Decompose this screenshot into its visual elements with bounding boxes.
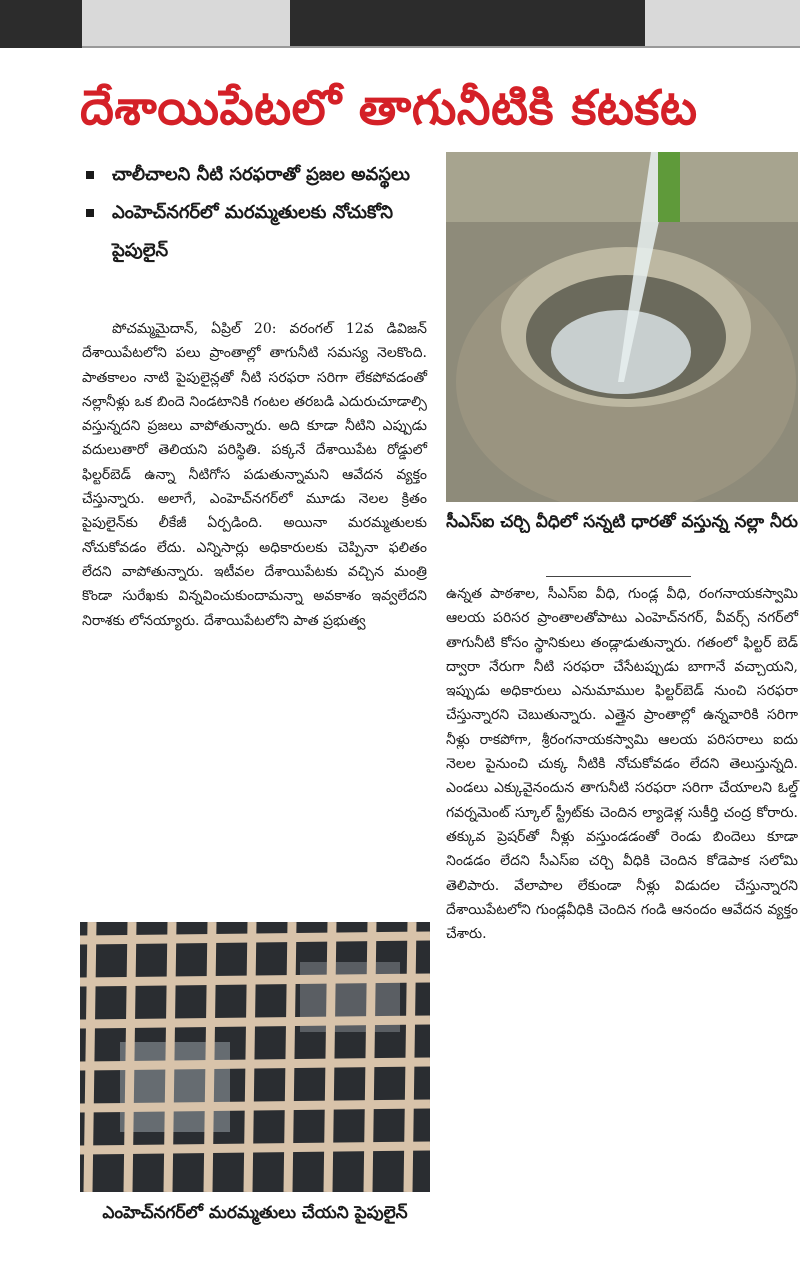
bullet-text: ఎంహెచ్‌నగర్‌లో మరమ్మతులకు నోచుకోని పైపులైన్‌ [112,202,394,261]
masthead-rule [82,46,800,48]
bullet-square-icon [86,209,94,217]
photo-caption-grate: ఎంహెచ్‌నగర్‌లో మరమ్మతులు చేయని పైపులైన్‌ [102,1203,408,1223]
bullet-list [82,156,427,270]
masthead-block-left [82,0,290,48]
bullet-item [82,194,427,270]
photo-drain-grate [80,922,430,1192]
article-body-right: ఉన్నత పాఠశాల, సీఎస్‌ఐ వీధి, గుండ్ల వీధి, రంగనాయకస్వామి ఆలయ పరిసర ప్రాంతాలతోపాటు ఎంహెచ్‌నగర్‌, వీవర్స్‌ నగర్‌లో తాగునీటి కోసం స్థానికులు తండ్లాడుతున్నారు. గతంలో ఫిల్టర్‌ బెడ్‌ ద్వారా నేరుగా నీటి సరఫరా చేసేటప్పుడు బాగానే వచ్చాయని, ఇప్పుడు అధికారులు ఎనుమాముల ఫిల్టర్‌బెడ్‌ నుంచి సరఫరా చేస్తున్నారని చెబుతున్నారు. ఎత్తైన ప్రాంతాల్లో ఉన్నవారికి సరిగా నీళ్లు రాకపోగా, శ్రీరంగనాయకస్వామి ఆలయ పరిసరాలు ఐదు నెలల పైనుంచి చుక్క నీటికి నోచుకోవడం లేదని తెలుస్తున్నది. ఎండలు ఎక్కువైనందున తాగునీటి సరఫరా సరిగా చేయాలని ఓల్డ్‌ గవర్నమెంట్‌ స్కూల్‌ స్ట్రీట్‌కు చెందిన ల్యాడెళ్ల సుకీర్తి చంద్ర కోరారు. తక్కువ ప్రెషర్‌తో నీళ్లు వస్తుండడంతో రెండు బిందెలు కూడా నిండడం లేదని సీఎస్‌ఐ చర్చి వీధికి చెందిన కోడెపాక సలోమి తెలిపారు. వేలాపాల లేకుండా నీళ్లు విడుదల చేస్తున్నారని దేశాయిపేటలోని గుండ్లవీధికి చెందిన గండి ఆనందం ఆవేదన వ్యక్తం చేశారు. [446,586,798,943]
bullet-square-icon [86,171,94,179]
masthead-bar [0,0,800,48]
caption-rule [546,576,691,577]
masthead-block-right [645,0,800,48]
grate-illustration [80,922,430,1192]
photo-water-pot [446,152,798,502]
pot-illustration [446,152,798,502]
bullet-item [82,156,427,194]
bullet-text: చాలీచాలని నీటి సరఫరాతో ప్రజల అవస్థలు [112,164,410,185]
article-body-left: పోచమ్మమైదాన్‌, ఏప్రిల్‌ 20: వరంగల్‌ 12వ డివిజన్‌ దేశాయిపేటలోని పలు ప్రాంతాల్లో తాగునీటి సమస్య నెలకొంది. పాతకాలం నాటి పైపులైన్లతో నీటి సరఫరా సరిగా లేకపోవడంతో నల్లానీళ్లు ఒక బిందె నిండటానికి గంటల తరబడి ఎదురుచూడాల్సి వస్తున్నదని ప్రజలు వాపోతున్నారు. అది కూడా నీటిని ఎప్పుడు వదులుతారో తెలియని పరిస్థితి. పక్కనే దేశాయిపేట రోడ్డులో ఫిల్టర్‌బెడ్‌ ఉన్నా నీటిగోస పడుతున్నామని ఆవేదన వ్యక్తం చేస్తున్నారు. అలాగే, ఎంహెచ్‌నగర్‌లో మూడు నెలల క్రితం పైపులైన్‌కు లీకేజీ ఏర్పడింది. అయినా మరమ్మతులకు నోచుకోవడం లేదు. ఎన్నిసార్లు అధికారులకు చెప్పినా ఫలితం లేదని వాపోతున్నారు. ఇటీవల దేశాయిపేటకు వచ్చిన మంత్రి కొండా సురేఖకు విన్నవించుకుందామన్నా అవకాశం ఇవ్వలేదని నిరాశకు లోనయ్యారు. దేశాయిపేటలోని పాత ప్రభుత్వ [82,321,427,629]
photo-caption-pot: సీఎస్‌ఐ చర్చి వీధిలో సన్నటి ధారతో వస్తున్న నల్లా నీరు [446,512,798,532]
headline: దేశాయిపేటలో తాగునీటికి కటకట [80,80,698,136]
